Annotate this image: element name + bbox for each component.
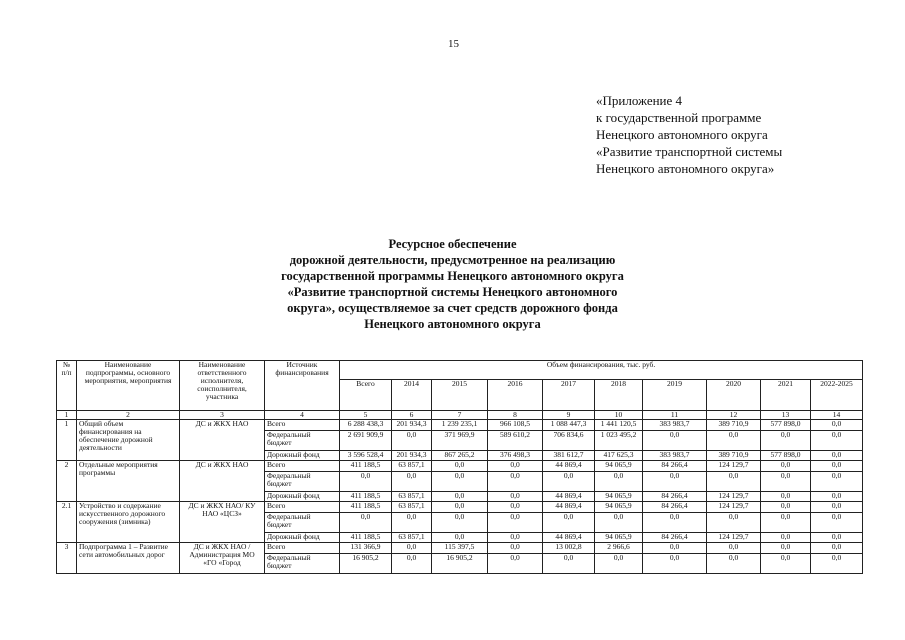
funding-value: 0,0 — [811, 492, 863, 502]
funding-value: 0,0 — [643, 431, 707, 451]
funding-value: 131 366,9 — [340, 543, 392, 554]
header-funding: Объем финансирования, тыс. руб. — [340, 361, 863, 380]
funding-value: 0,0 — [340, 513, 392, 533]
funding-value: 63 857,1 — [392, 461, 432, 472]
funding-value: 201 934,3 — [392, 451, 432, 461]
funding-value: 411 188,5 — [340, 461, 392, 472]
column-number: 8 — [488, 411, 543, 420]
column-number: 1 — [57, 411, 77, 420]
row-executor: ДС и ЖКХ НАО — [180, 420, 265, 461]
row-number: 2 — [57, 461, 77, 502]
row-source: Всего — [265, 420, 340, 431]
table-row — [57, 461, 863, 472]
row-source: Дорожный фонд — [265, 451, 340, 461]
funding-value: 0,0 — [643, 554, 707, 574]
funding-value: 16 905,2 — [432, 554, 488, 574]
title-line: Ресурсное обеспечение — [388, 237, 517, 251]
funding-value: 389 710,9 — [707, 420, 761, 431]
funding-value: 0,0 — [761, 554, 811, 574]
row-name: Подпрограмма 1 – Развитие сети автомобильных дорог — [77, 543, 180, 574]
row-number: 3 — [57, 543, 77, 574]
funding-value: 44 869,4 — [543, 461, 595, 472]
row-executor: ДС и ЖКХ НАО / Администрация МО «ГО «Город — [180, 543, 265, 574]
funding-value: 0,0 — [392, 554, 432, 574]
title-line: округа», осуществляемое за счет средств дорожного фонда — [287, 301, 618, 315]
funding-value: 0,0 — [761, 513, 811, 533]
header-year: 2021 — [761, 380, 811, 411]
title-line: государственной программы Ненецкого автономного округа — [281, 269, 624, 283]
funding-value: 0,0 — [432, 472, 488, 492]
funding-value: 0,0 — [761, 502, 811, 513]
header-year: Всего — [340, 380, 392, 411]
funding-value: 0,0 — [707, 431, 761, 451]
funding-value: 0,0 — [488, 513, 543, 533]
column-number: 6 — [392, 411, 432, 420]
column-number: 9 — [543, 411, 595, 420]
appendix-line: «Приложение 4 — [596, 93, 683, 108]
row-source: Дорожный фонд — [265, 492, 340, 502]
funding-value: 0,0 — [761, 472, 811, 492]
funding-value: 84 266,4 — [643, 533, 707, 543]
funding-value: 0,0 — [707, 513, 761, 533]
funding-value: 13 002,8 — [543, 543, 595, 554]
funding-value: 0,0 — [392, 513, 432, 533]
header-year: 2017 — [543, 380, 595, 411]
funding-value: 0,0 — [811, 461, 863, 472]
row-source: Всего — [265, 502, 340, 513]
funding-value: 0,0 — [643, 513, 707, 533]
appendix-line: Ненецкого автономного округа» — [596, 161, 775, 176]
title-line: Ненецкого автономного округа — [364, 317, 541, 331]
header-name: Наименование подпрограммы, основного мероприятия, мероприятия — [77, 361, 180, 411]
row-name: Общий объем финансирования на обеспечение дорожной деятельности — [77, 420, 180, 461]
title-line: «Развитие транспортной системы Ненецкого автономного — [287, 285, 618, 299]
funding-value: 0,0 — [811, 513, 863, 533]
table-row — [57, 543, 863, 554]
funding-value: 577 898,0 — [761, 451, 811, 461]
funding-value: 124 129,7 — [707, 533, 761, 543]
funding-value: 0,0 — [595, 513, 643, 533]
funding-value: 63 857,1 — [392, 492, 432, 502]
funding-value: 0,0 — [707, 472, 761, 492]
funding-value: 0,0 — [811, 420, 863, 431]
funding-table — [56, 360, 863, 574]
funding-value: 0,0 — [811, 431, 863, 451]
funding-value: 0,0 — [595, 554, 643, 574]
funding-value: 94 065,9 — [595, 502, 643, 513]
column-number: 4 — [265, 411, 340, 420]
funding-value: 0,0 — [432, 533, 488, 543]
column-number: 13 — [761, 411, 811, 420]
funding-value: 201 934,3 — [392, 420, 432, 431]
funding-value: 706 834,6 — [543, 431, 595, 451]
funding-value: 0,0 — [543, 513, 595, 533]
funding-value: 966 108,5 — [488, 420, 543, 431]
row-source: Дорожный фонд — [265, 533, 340, 543]
table-row — [57, 502, 863, 513]
funding-value: 0,0 — [432, 502, 488, 513]
funding-value: 0,0 — [707, 543, 761, 554]
funding-value: 0,0 — [488, 502, 543, 513]
appendix-line: «Развитие транспортной системы — [596, 144, 783, 159]
funding-value: 383 983,7 — [643, 420, 707, 431]
column-number: 10 — [595, 411, 643, 420]
funding-value: 44 869,4 — [543, 492, 595, 502]
funding-value: 383 983,7 — [643, 451, 707, 461]
funding-value: 589 610,2 — [488, 431, 543, 451]
funding-value: 6 288 438,3 — [340, 420, 392, 431]
funding-value: 0,0 — [707, 554, 761, 574]
appendix-note — [596, 92, 782, 177]
funding-value: 376 498,3 — [488, 451, 543, 461]
funding-value: 0,0 — [488, 533, 543, 543]
funding-value: 0,0 — [488, 472, 543, 492]
column-number: 7 — [432, 411, 488, 420]
row-name: Отдельные мероприятия программы — [77, 461, 180, 502]
funding-value: 0,0 — [811, 502, 863, 513]
header-year: 2022-2025 — [811, 380, 863, 411]
funding-value: 1 023 495,2 — [595, 431, 643, 451]
funding-value: 124 129,7 — [707, 461, 761, 472]
funding-value: 867 265,2 — [432, 451, 488, 461]
funding-value: 411 188,5 — [340, 533, 392, 543]
funding-value: 84 266,4 — [643, 492, 707, 502]
funding-value: 63 857,1 — [392, 502, 432, 513]
funding-value: 577 898,0 — [761, 420, 811, 431]
column-number: 11 — [643, 411, 707, 420]
funding-value: 0,0 — [811, 472, 863, 492]
page-number: 15 — [448, 38, 459, 50]
row-source: Федеральный бюджет — [265, 431, 340, 451]
funding-value: 1 239 235,1 — [432, 420, 488, 431]
funding-value: 0,0 — [392, 543, 432, 554]
funding-value: 84 266,4 — [643, 461, 707, 472]
funding-value: 389 710,9 — [707, 451, 761, 461]
header-year: 2015 — [432, 380, 488, 411]
funding-value: 2 691 909,9 — [340, 431, 392, 451]
header-year: 2014 — [392, 380, 432, 411]
funding-value: 0,0 — [392, 472, 432, 492]
header-year: 2019 — [643, 380, 707, 411]
column-number: 2 — [77, 411, 180, 420]
funding-value: 411 188,5 — [340, 502, 392, 513]
row-number: 2.1 — [57, 502, 77, 543]
funding-value: 0,0 — [761, 533, 811, 543]
header-year: 2018 — [595, 380, 643, 411]
funding-value: 16 905,2 — [340, 554, 392, 574]
funding-value: 0,0 — [488, 492, 543, 502]
row-executor: ДС и ЖКХ НАО/ КУ НАО «ЦСЗ» — [180, 502, 265, 543]
row-source: Федеральный бюджет — [265, 513, 340, 533]
appendix-line: Ненецкого автономного округа — [596, 127, 768, 142]
funding-value: 1 441 120,5 — [595, 420, 643, 431]
funding-value: 0,0 — [340, 472, 392, 492]
title-line: дорожной деятельности, предусмотренное на реализацию — [289, 253, 616, 267]
row-source: Всего — [265, 543, 340, 554]
funding-value: 411 188,5 — [340, 492, 392, 502]
header-year: 2020 — [707, 380, 761, 411]
funding-value: 44 869,4 — [543, 533, 595, 543]
funding-value: 0,0 — [811, 451, 863, 461]
document-title — [0, 236, 905, 332]
funding-value: 0,0 — [643, 472, 707, 492]
row-executor: ДС и ЖКХ НАО — [180, 461, 265, 502]
funding-value: 1 088 447,3 — [543, 420, 595, 431]
funding-value: 0,0 — [761, 492, 811, 502]
funding-value: 124 129,7 — [707, 502, 761, 513]
funding-value: 381 612,7 — [543, 451, 595, 461]
funding-value: 0,0 — [432, 492, 488, 502]
column-number-row — [57, 411, 863, 420]
appendix-line: к государственной программе — [596, 110, 762, 125]
row-source: Всего — [265, 461, 340, 472]
row-name: Устройство и содержание искусственного дорожного сооружения (зимника) — [77, 502, 180, 543]
funding-value: 94 065,9 — [595, 492, 643, 502]
funding-value: 0,0 — [811, 543, 863, 554]
funding-value: 0,0 — [595, 472, 643, 492]
funding-value: 124 129,7 — [707, 492, 761, 502]
row-source: Федеральный бюджет — [265, 554, 340, 574]
funding-value: 94 065,9 — [595, 533, 643, 543]
funding-value: 0,0 — [488, 554, 543, 574]
funding-value: 3 596 528,4 — [340, 451, 392, 461]
funding-value: 115 397,5 — [432, 543, 488, 554]
funding-value: 0,0 — [392, 431, 432, 451]
funding-value: 84 266,4 — [643, 502, 707, 513]
column-number: 12 — [707, 411, 761, 420]
funding-value: 0,0 — [432, 461, 488, 472]
funding-value: 0,0 — [761, 461, 811, 472]
funding-value: 0,0 — [643, 543, 707, 554]
header-year: 2016 — [488, 380, 543, 411]
funding-value: 63 857,1 — [392, 533, 432, 543]
funding-value: 371 969,9 — [432, 431, 488, 451]
row-number: 1 — [57, 420, 77, 461]
funding-value: 0,0 — [811, 533, 863, 543]
row-source: Федеральный бюджет — [265, 472, 340, 492]
header-source: Источник финансирования — [265, 361, 340, 411]
header-num: № п/п — [57, 361, 77, 411]
funding-value: 0,0 — [543, 554, 595, 574]
funding-value: 44 869,4 — [543, 502, 595, 513]
funding-value: 0,0 — [811, 554, 863, 574]
table-row — [57, 420, 863, 431]
funding-value: 0,0 — [488, 543, 543, 554]
funding-value: 94 065,9 — [595, 461, 643, 472]
header-executor: Наименование ответственного исполнителя, соисполнителя, участника — [180, 361, 265, 411]
funding-value: 2 966,6 — [595, 543, 643, 554]
funding-value: 0,0 — [432, 513, 488, 533]
funding-value: 0,0 — [543, 472, 595, 492]
funding-value: 0,0 — [761, 431, 811, 451]
column-number: 3 — [180, 411, 265, 420]
funding-value: 0,0 — [488, 461, 543, 472]
column-number: 14 — [811, 411, 863, 420]
funding-value: 0,0 — [761, 543, 811, 554]
column-number: 5 — [340, 411, 392, 420]
funding-value: 417 625,3 — [595, 451, 643, 461]
